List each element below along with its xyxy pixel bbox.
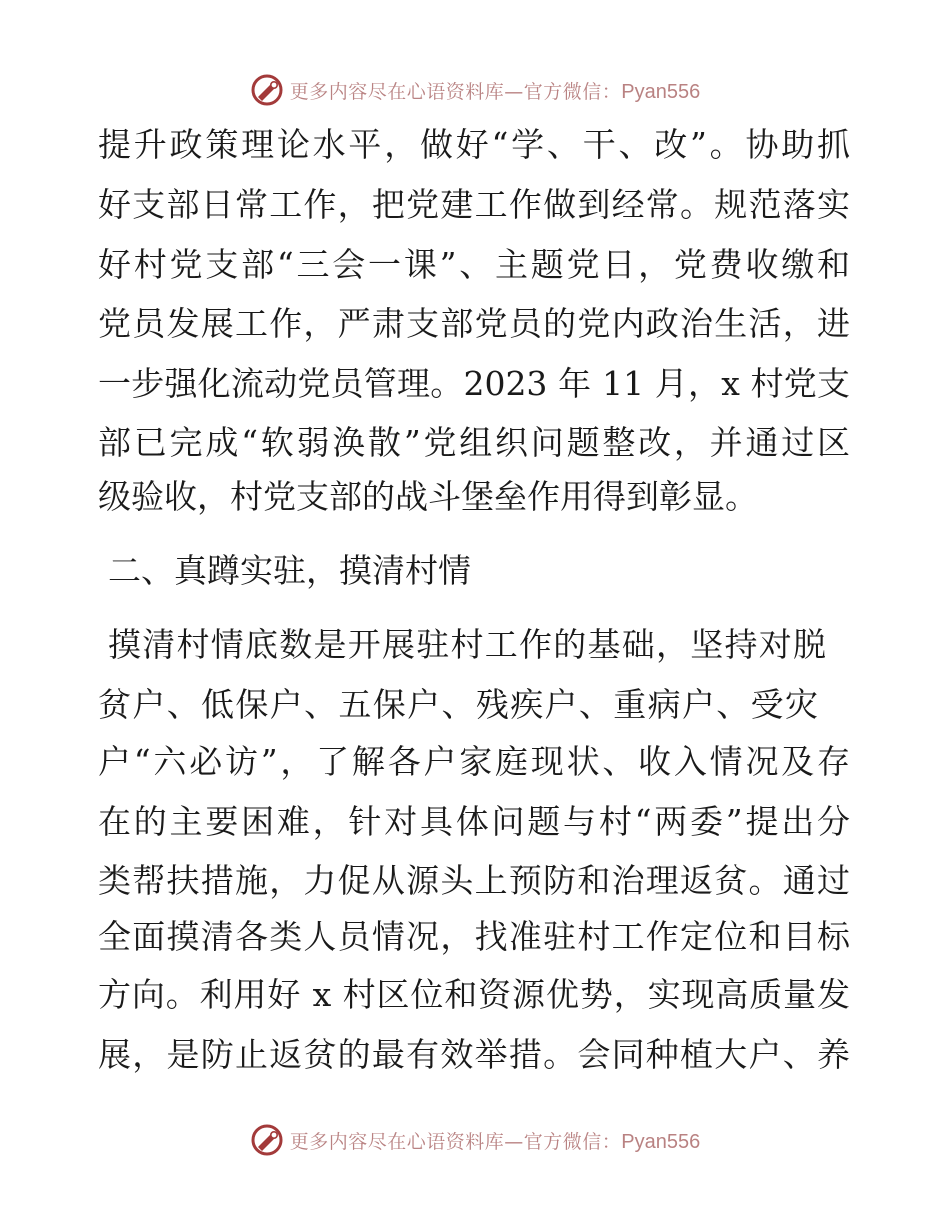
watermark-wechat-id: Pyan556 <box>621 80 701 103</box>
text-line: 展，是防止返贫的最有效举措。会同种植大户、养 <box>98 1035 850 1074</box>
watermark-wechat-id: Pyan556 <box>621 1130 701 1153</box>
text-line: 好村党支部“三会一课”、主题党日，党费收缴和 <box>98 245 850 284</box>
text-line: 级验收，村党支部的战斗堡垒作用得到彰显。 <box>98 477 758 516</box>
text-line: 在的主要困难，针对具体问题与村“两委”提出分 <box>98 802 850 841</box>
text-line: 一步强化流动党员管理。2023 年 11 月，x 村党支 <box>98 364 850 403</box>
text-line: 摸清村情底数是开展驻村工作的基础，坚持对脱 <box>108 625 826 664</box>
text-line: 户“六必访”，了解各户家庭现状、收入情况及存 <box>98 742 850 781</box>
text-line: 方向。利用好 x 村区位和资源优势，实现高质量发 <box>98 975 850 1014</box>
watermark-text <box>290 1127 700 1154</box>
watermark-header <box>0 70 950 110</box>
watermark-label: 更多内容尽在心语资料库—官方微信： <box>289 1130 622 1153</box>
watermark-footer <box>0 1120 950 1160</box>
watermark-label: 更多内容尽在心语资料库—官方微信： <box>289 80 622 103</box>
brand-logo-icon <box>250 1123 284 1157</box>
text-line: 部已完成“软弱涣散”党组织问题整改，并通过区 <box>98 423 850 462</box>
text-line: 全面摸清各类人员情况，找准驻村工作定位和目标 <box>98 917 850 956</box>
text-line: 提升政策理论水平，做好“学、干、改”。协助抓 <box>98 125 850 164</box>
text-line: 类帮扶措施，力促从源头上预防和治理返贫。通过 <box>98 861 850 900</box>
watermark-text <box>290 77 700 104</box>
text-line: 党员发展工作，严肃支部党员的党内政治生活，进 <box>98 304 850 343</box>
section-heading: 二、真蹲实驻，摸清村情 <box>108 551 471 590</box>
text-line: 好支部日常工作，把党建工作做到经常。规范落实 <box>98 185 850 224</box>
text-line: 贫户、低保户、五保户、残疾户、重病户、受灾 <box>98 685 818 724</box>
brand-logo-icon <box>250 73 284 107</box>
